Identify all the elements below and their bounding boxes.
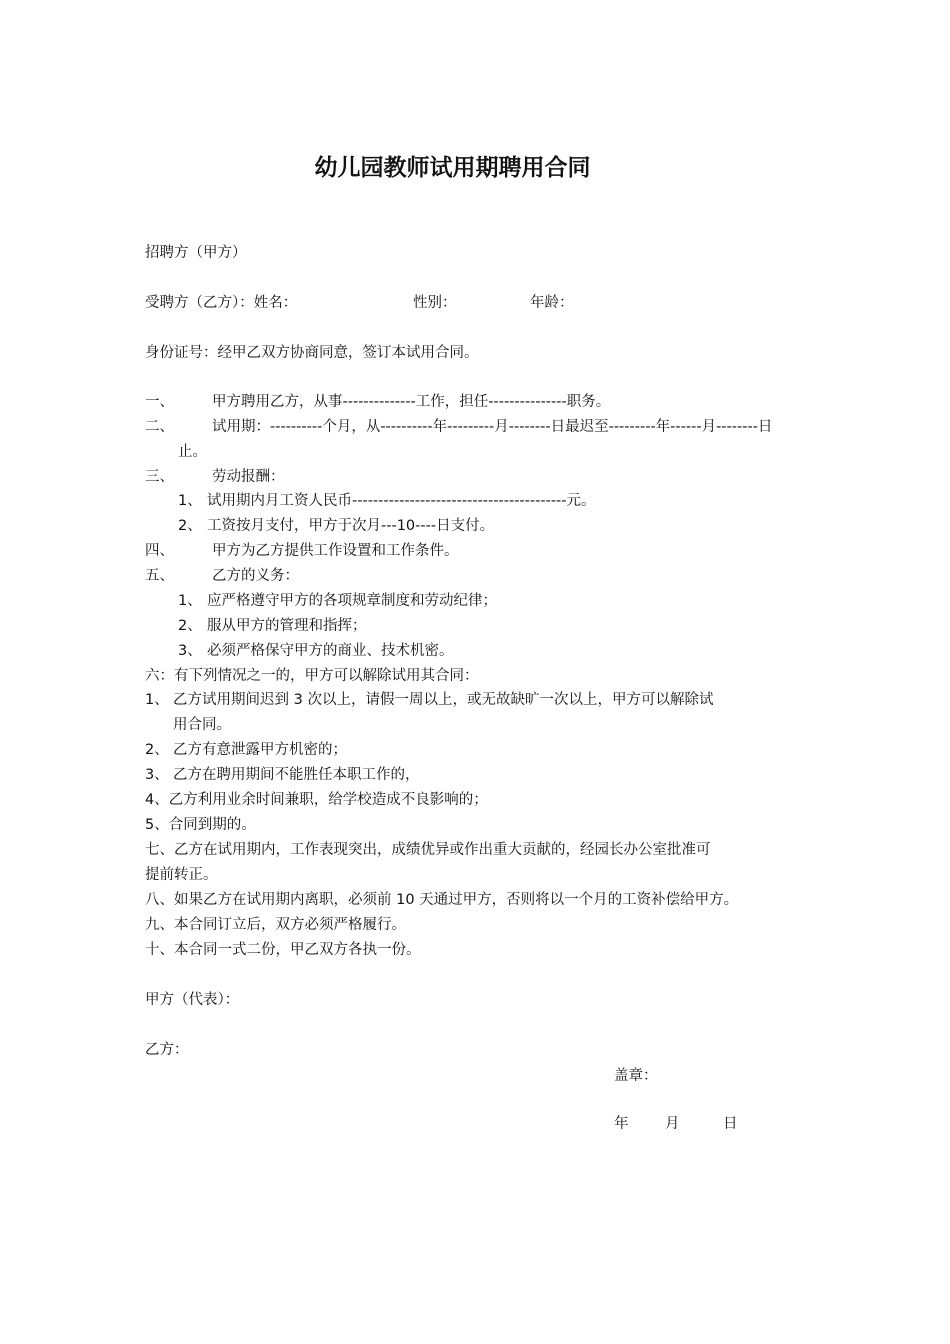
- year-label: 年: [614, 1116, 629, 1132]
- clause-num: 三、: [145, 469, 174, 485]
- sub-num: 1、: [178, 593, 202, 609]
- seal-label: 盖章：: [614, 1068, 658, 1084]
- id-line: 身份证号：经甲乙双方协商同意，签订本试用合同。: [145, 345, 479, 361]
- sub-num: 2、: [178, 518, 202, 534]
- clause-num: 一、: [145, 394, 174, 410]
- clause-10: 十、本合同一式二份，甲乙双方各执一份。: [145, 942, 421, 958]
- sub-text: 工资按月支付，甲方于次月---10----日支付。: [207, 518, 495, 534]
- list-item-4: 4、乙方利用业余时间兼职，给学校造成不良影响的；: [145, 792, 488, 808]
- party-a-signature: 甲方（代表）：: [145, 992, 240, 1008]
- clause-text-cont: 止。: [178, 444, 207, 460]
- list-num: 1、: [145, 692, 169, 708]
- clause-7: 七、乙方在试用期内，工作表现突出，成绩优异或作出重大贡献的，经园长办公室批准可: [145, 842, 711, 858]
- clause-num: 五、: [145, 568, 174, 584]
- sub-num: 3、: [178, 643, 202, 659]
- employer-label: 招聘方（甲方）: [145, 245, 247, 261]
- clause-text: 甲方为乙方提供工作设置和工作条件。: [212, 543, 459, 559]
- list-num: 3、: [145, 767, 169, 783]
- sub-num: 2、: [178, 618, 202, 634]
- month-label: 月: [665, 1116, 680, 1132]
- age-label: 年龄：: [530, 295, 574, 311]
- clause-num: 四、: [145, 543, 174, 559]
- document-title: 幼儿园教师试用期聘用合同: [314, 155, 591, 181]
- sub-text: 服从甲方的管理和指挥；: [207, 618, 367, 634]
- party-b-signature: 乙方：: [145, 1042, 189, 1058]
- clause-text: 乙方的义务：: [212, 568, 299, 584]
- clause-num: 二、: [145, 419, 174, 435]
- day-label: 日: [723, 1116, 738, 1132]
- clause-9: 九、本合同订立后，双方必须严格履行。: [145, 917, 406, 933]
- sub-num: 1、: [178, 493, 202, 509]
- list-text: 乙方有意泄露甲方机密的；: [173, 742, 347, 758]
- list-num: 2、: [145, 742, 169, 758]
- clause-7-cont: 提前转正。: [145, 867, 218, 883]
- clause6-heading: 六：有下列情况之一的，甲方可以解除试用其合同：: [145, 668, 479, 684]
- sub-text: 必须严格保守甲方的商业、技术机密。: [207, 643, 454, 659]
- sub-text: 应严格遵守甲方的各项规章制度和劳动纪律；: [207, 593, 497, 609]
- list-text-cont: 用合同。: [173, 717, 231, 733]
- gender-label: 性别：: [413, 295, 457, 311]
- list-text: 乙方试用期间迟到 3 次以上，请假一周以上，或无故缺旷一次以上，甲方可以解除试: [173, 692, 714, 708]
- clause-text: 甲方聘用乙方，从事--------------工作，担任---------------职务。: [212, 394, 611, 410]
- list-text: 乙方在聘用期间不能胜任本职工作的，: [173, 767, 420, 783]
- sub-text: 试用期内月工资人民币-----------------------------------------元。: [207, 493, 596, 509]
- list-item-5: 5、合同到期的。: [145, 817, 256, 833]
- clause-text: 劳动报酬：: [212, 469, 285, 485]
- clause-8: 八、如果乙方在试用期内离职，必须前 10 天通过甲方，否则将以一个月的工资补偿给甲方。: [145, 892, 739, 908]
- employee-name-label: 受聘方（乙方）：姓名：: [145, 295, 298, 311]
- clause-text: 试用期：----------个月，从----------年---------月--------日最迟至---------年------月--------日: [212, 419, 773, 435]
